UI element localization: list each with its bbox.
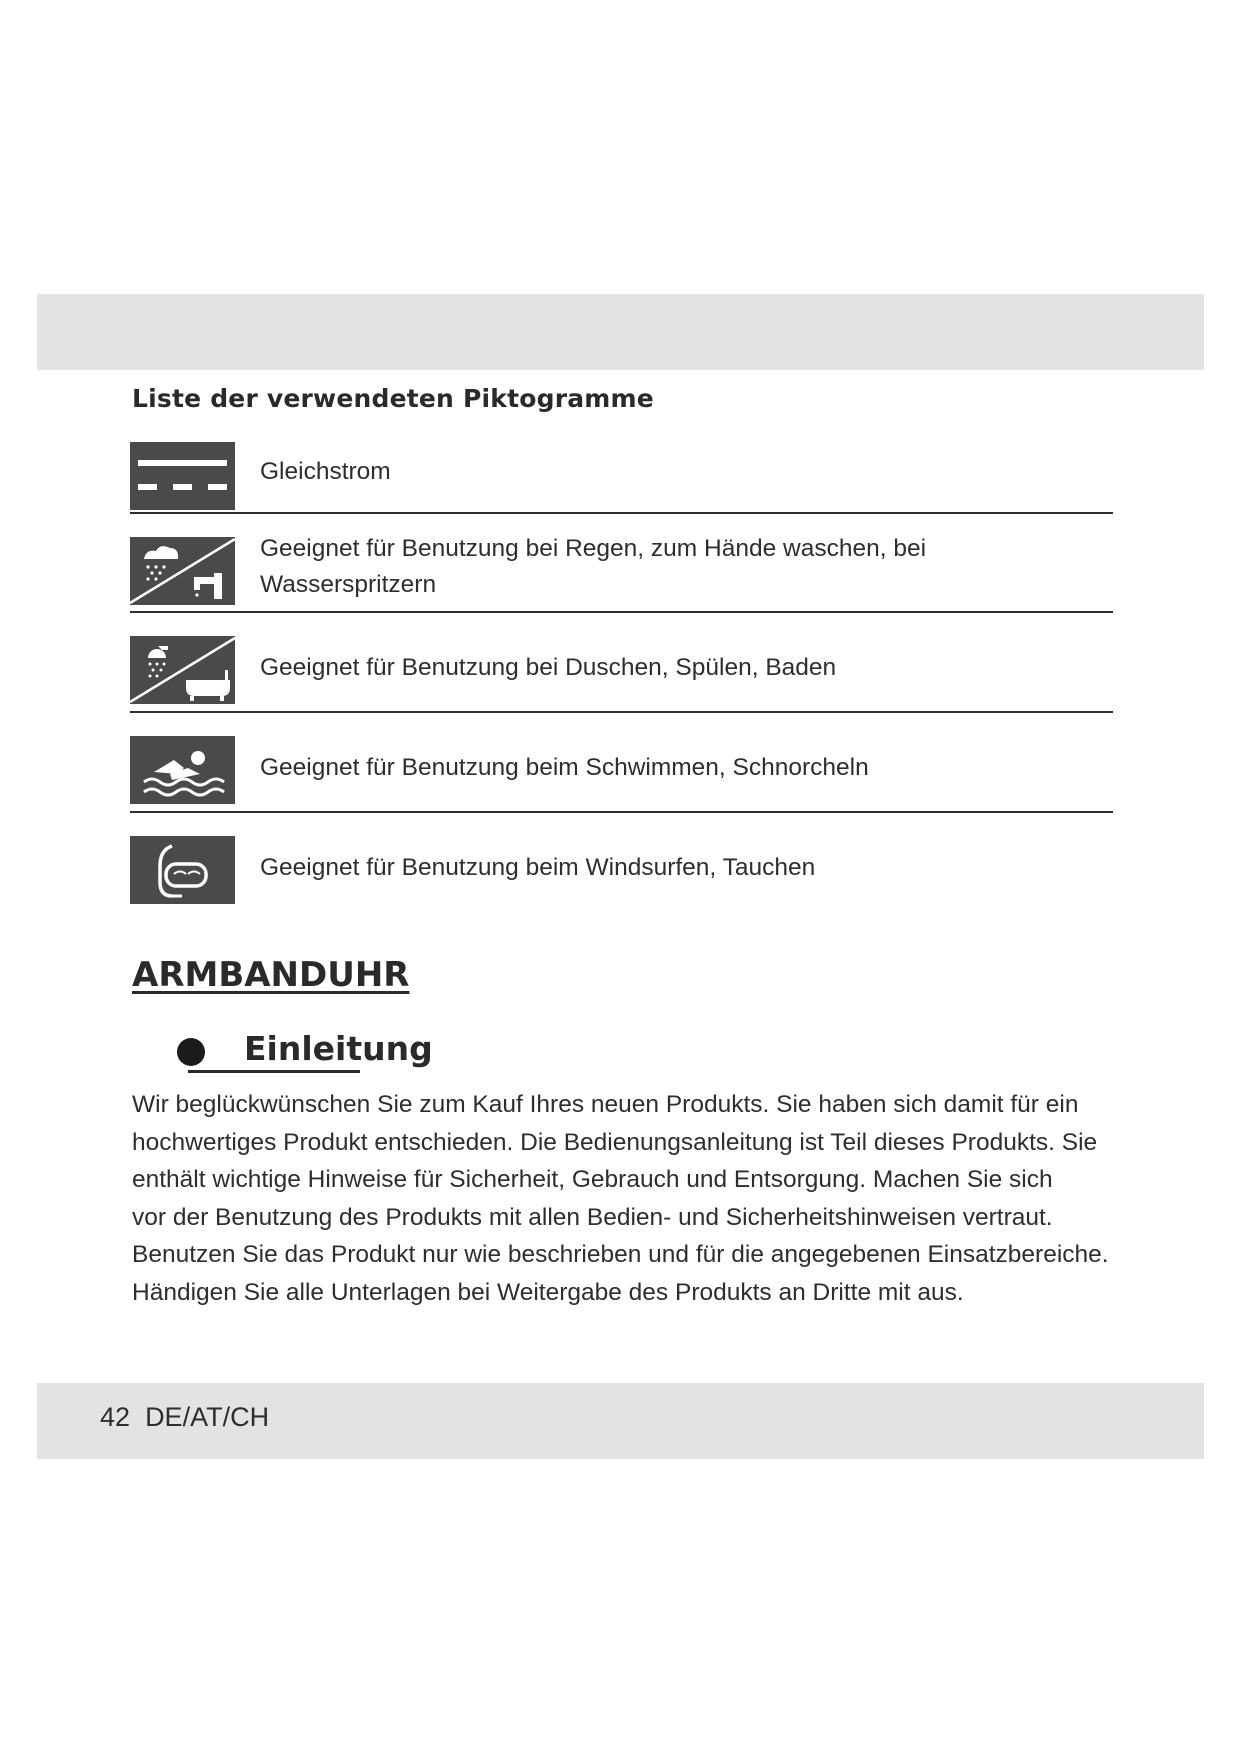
paragraph-line: enthält wichtige Hinweise für Sicherheit, Gebrauch und Entsorgung. Machen Sie sich <box>132 1166 1053 1193</box>
subheading-underline <box>188 1070 360 1073</box>
locale-label: DE/AT/CH <box>145 1402 270 1432</box>
subsection-heading: Einleitung <box>244 1029 433 1068</box>
shower-bath-icon <box>130 636 235 704</box>
paragraph-line: Wir beglückwünschen Sie zum Kauf Ihres neuen Produkts. Sie haben sich damit für ein <box>132 1091 1079 1118</box>
intro-paragraph <box>132 1086 1132 1311</box>
pictogram-label-line2: Wasserspritzern <box>260 571 437 598</box>
swimming-icon <box>130 736 235 804</box>
pictogram-label: Geeignet für Benutzung bei Duschen, Spülen, Baden <box>260 654 837 681</box>
pictogram-label: Geeignet für Benutzung bei Regen, zum Hände waschen, bei <box>260 535 927 562</box>
pictogram-list-title: Liste der verwendeten Piktogramme <box>132 384 654 413</box>
paragraph-line: Händigen Sie alle Unterlagen bei Weitergabe des Produkts an Dritte mit aus. <box>132 1278 964 1306</box>
direct-current-icon <box>130 442 235 510</box>
divider <box>130 711 1113 713</box>
page-footer <box>100 1402 269 1433</box>
divider <box>130 811 1113 813</box>
snorkel-mask-icon <box>130 836 235 904</box>
page-number: 42 <box>100 1402 131 1432</box>
header-band <box>37 294 1204 370</box>
bullet-dot <box>177 1038 205 1066</box>
rain-handwash-icon <box>130 537 235 605</box>
pictogram-label: Gleichstrom <box>260 458 391 485</box>
divider <box>130 611 1113 613</box>
paragraph-line: hochwertiges Produkt entschieden. Die Bedienungsanleitung ist Teil dieses Produkts. Sie <box>132 1128 1098 1156</box>
paragraph-line: Benutzen Sie das Produkt nur wie beschrieben und für die angegebenen Einsatzbereiche. <box>132 1241 1109 1268</box>
section-heading: ARMBANDUHR <box>132 955 410 995</box>
divider <box>130 512 1113 514</box>
paragraph-line: vor der Benutzung des Produkts mit allen Bedien- und Sicherheitshinweisen vertraut. <box>132 1203 1053 1231</box>
pictogram-label: Geeignet für Benutzung beim Windsurfen, Tauchen <box>260 854 816 881</box>
pictogram-label: Geeignet für Benutzung beim Schwimmen, Schnorcheln <box>260 754 869 781</box>
